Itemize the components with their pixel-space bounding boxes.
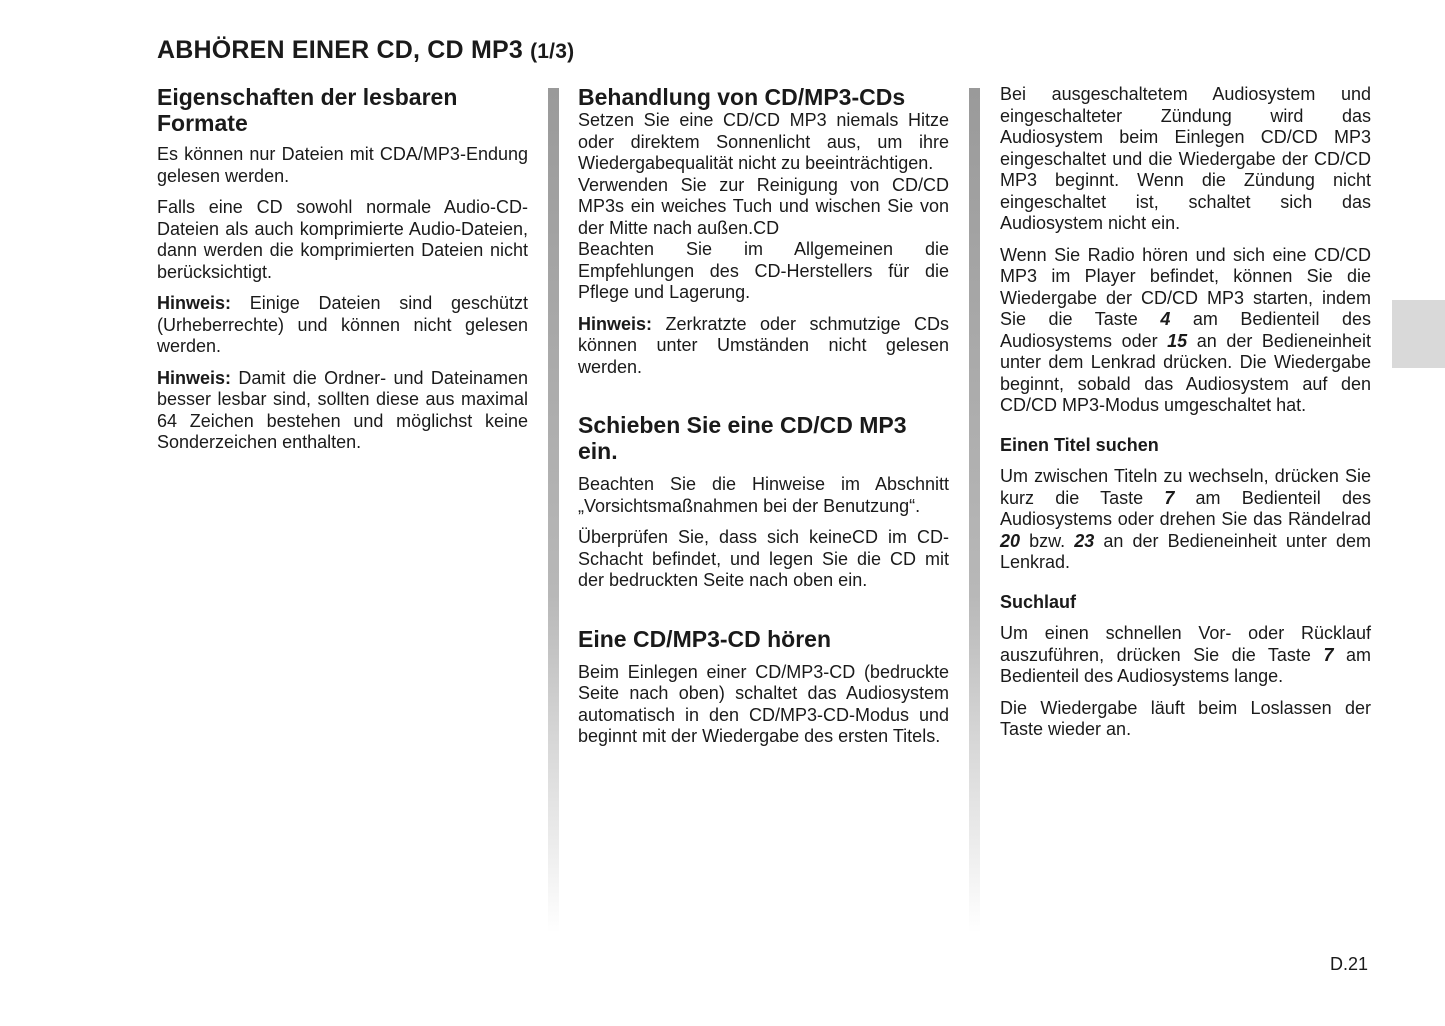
button-number-ref: 20 [1000,530,1021,551]
heading-track-search: Einen Titel suchen [1000,434,1159,455]
button-number-ref: 7 [1323,644,1334,665]
paragraph-mixed-cd: Falls eine CD sowohl normale Audio-CD-Dateien als auch komprimierte Audio-Dateien, dann werden die komprimierten Dateien nicht berücksichtigt. [157,197,528,282]
paragraph-manufacturer-advice: Beachten Sie im Allgemeinen die Empfehlungen des CD-Herstellers für die Pflege und Lagerung. [578,239,949,302]
column-separator [548,88,559,933]
button-number-ref: 23 [1074,530,1095,551]
text-run: am Bedienteil des Audiosystems oder drehen Sie das Rändelrad [1000,487,1371,529]
column-formats [157,84,528,464]
heading-insert-cd: Schieben Sie eine CD/CD MP3 ein. [578,412,907,464]
paragraph-auto-play: Beim Einlegen einer CD/MP3-CD (bedruckte Seite nach oben) schaltet das Audiosystem automatisch in den CD/MP3-CD-Modus und beginnt mit der Wiedergabe des ersten Titels. [578,661,949,746]
page-title-part: (1/3) [530,40,575,63]
page-number: D.21 [1330,954,1369,974]
text-run: Um zwischen Titeln zu wechseln, drücken Sie kurz die Taste [1000,466,1371,508]
text-run: an der Bedieneinheit unter dem Lenkrad drücken. Die Wiedergabe beginnt, sobald das Audiosystem auf den CD/CD MP3-Modus umgeschaltet hat. [1000,330,1371,415]
column-handling [578,84,949,758]
button-number-ref: 15 [1167,330,1188,351]
paragraph-fast-forward [1000,623,1371,688]
paragraph-precautions: Beachten Sie die Hinweise im Abschnitt „Vorsichtsmaßnahmen bei der Benutzung“. [578,474,949,516]
text-run: Um einen schnellen Vor- oder Rücklauf auszuführen, drücken Sie die Taste [1000,623,1371,665]
paragraph-track-change [1000,466,1371,574]
note-text: Einige Dateien sind geschützt (Urheberrechte) und können nicht gelesen werden. [157,293,528,356]
text-run: am Bedienteil des Audiosystems oder [1000,309,1371,351]
page-title-main: ABHÖREN EINER CD, CD MP3 [157,36,523,64]
heading-listen-cd: Eine CD/MP3-CD hören [578,625,832,652]
text-run: an der Bedieneinheit unter dem Lenkrad. [1000,530,1371,572]
heading-cd-handling: Behandlung von CD/MP3-CDs [578,84,906,110]
paragraph-heat-warning: Setzen Sie eine CD/CD MP3 niemals Hitze oder direktem Sonnenlicht aus, um ihre Wiedergabequalität nicht zu beeinträchtigen. [578,110,949,173]
note-text: Zerkratzte oder schmutzige CDs können unter Umständen nicht gelesen werden. [578,313,949,377]
paragraph-cleaning: Verwenden Sie zur Reinigung von CD/CD MP3s ein weiches Tuch und wischen Sie von der Mitte nach außen.CD [578,174,949,238]
column-separator [969,88,980,933]
chapter-tab-marker [1392,300,1445,368]
paragraph-file-extensions: Es können nur Dateien mit CDA/MP3-Endung gelesen werden. [157,144,528,186]
note-copyright [157,293,528,358]
text-run: am Bedienteil des Audiosystems lange. [1000,644,1371,686]
note-scratched-cds [578,314,949,379]
heading-readable-formats: Eigenschaften der lesbaren Formate [157,84,458,136]
heading-seek: Suchlauf [1000,591,1077,612]
page-title [157,36,574,65]
text-run: Wenn Sie Radio hören und sich eine CD/CD MP3 im Player befindet, können Sie die Wiedergabe der CD/CD MP3 starten, indem Sie die Taste [1000,244,1371,329]
paragraph-start-playback [1000,245,1371,417]
note-label: Hinweis: [157,293,232,313]
note-label: Hinweis: [578,313,653,334]
note-label: Hinweis: [157,367,232,388]
button-number-ref: 7 [1164,487,1175,508]
paragraph-resume: Die Wiedergabe läuft beim Loslassen der Taste wieder an. [1000,697,1371,739]
paragraph-ignition: Bei ausgeschaltetem Audiosystem und eingeschalteter Zündung wird das Audiosystem beim Einlegen CD/CD MP3 eingeschaltet und die Wiedergabe der CD/CD MP3 beginnt. Wenn die Zündung nicht eingeschaltet ist, schaltet sich das Audiosystem nicht ein. [1000,84,1371,233]
paragraph-check-slot: Überprüfen Sie, dass sich keineCD im CD-Schacht befindet, und legen Sie die CD mit der bedruckten Seite nach oben ein. [578,527,949,590]
column-playback [1000,84,1371,751]
text-run: bzw. [1020,530,1075,551]
button-number-ref: 4 [1160,309,1171,329]
note-text: Damit die Ordner- und Dateinamen besser lesbar sind, sollten diese aus maximal 64 Zeichen bestehen und möglichst keine Sonderzeichen enthalten. [157,367,528,452]
note-filenames [157,368,528,454]
